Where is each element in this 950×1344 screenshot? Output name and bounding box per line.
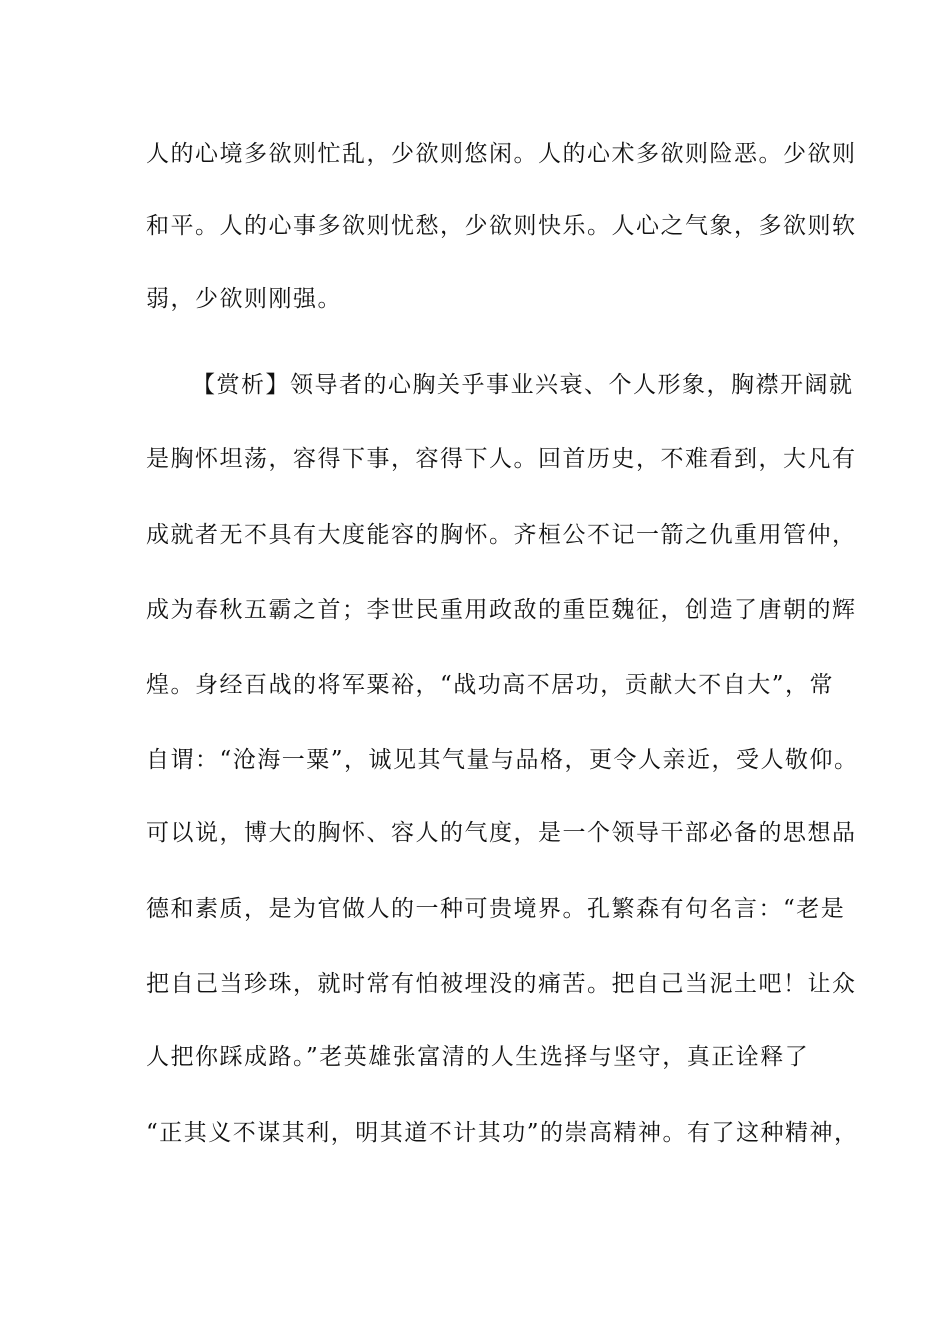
paragraph-2-line-8: 德和素质，是为官做人的一种可贵境界。孔繁森有句名言：“老是 (146, 896, 846, 922)
paragraph-2-line-7: 可以说，博大的胸怀、容人的气度，是一个领导干部必备的思想品 (146, 820, 857, 846)
paragraph-2-line-1: 【赏析】领导者的心胸关乎事业兴衰、个人形象，胸襟开阔就 (192, 372, 854, 398)
paragraph-1-line-1: 人的心境多欲则忙乱，少欲则悠闲。人的心术多欲则险恶。少欲则 (146, 141, 857, 167)
paragraph-2-line-9: 把自己当珍珠，就时常有怕被埋没的痛苦。把自己当泥土吧！让众 (146, 971, 857, 997)
paragraph-2-line-5: 煌。身经百战的将军粟裕，“战功高不居功，贡献大不自大”，常 (146, 672, 835, 698)
paragraph-2-line-2: 是胸怀坦荡，容得下事，容得下人。回首历史，不难看到，大凡有 (146, 446, 857, 472)
paragraph-2-line-10: 人把你踩成路。”老英雄张富清的人生选择与坚守，真正诠释了 (146, 1044, 810, 1070)
paragraph-2-line-3: 成就者无不具有大度能容的胸怀。齐桓公不记一箭之仇重用管仲， (146, 522, 857, 548)
paragraph-1-line-3: 弱，少欲则刚强。 (146, 286, 342, 312)
paragraph-1-line-2: 和平。人的心事多欲则忧愁，少欲则快乐。人心之气象，多欲则软 (146, 213, 857, 239)
paragraph-2-line-11: “正其义不谋其利，明其道不计其功”的崇高精神。有了这种精神， (146, 1120, 859, 1146)
paragraph-2-line-4: 成为春秋五霸之首；李世民重用政敌的重臣魏征，创造了唐朝的辉 (146, 597, 857, 623)
paragraph-2-line-6: 自谓：“沧海一粟”，诚见其气量与品格，更令人亲近，受人敬仰。 (146, 747, 859, 773)
